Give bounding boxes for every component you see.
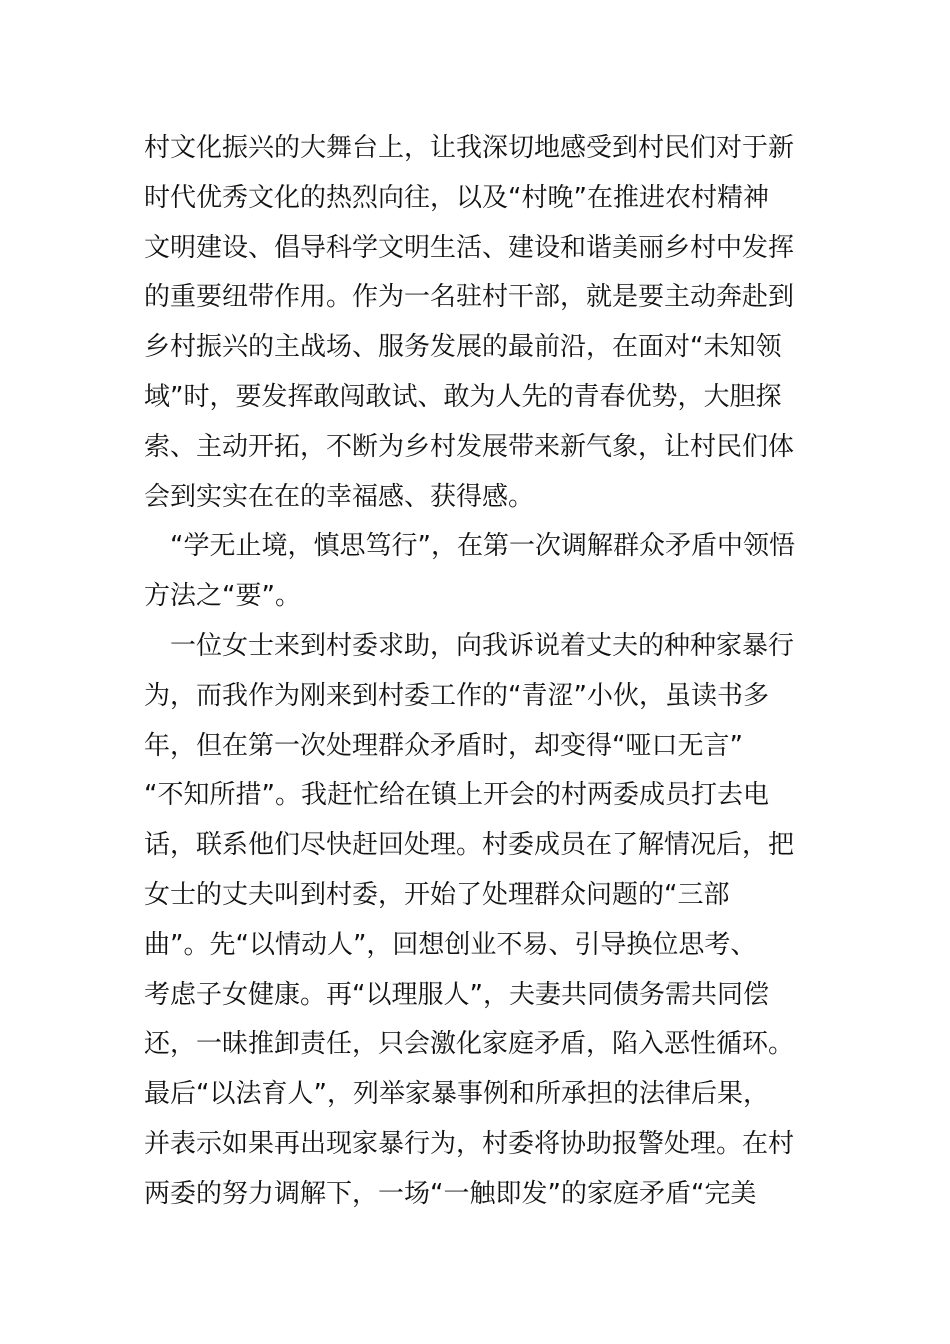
text-line: 考虑子女健康。再“以理服人”，夫妻共同债务需共同偿: [144, 979, 769, 1010]
text-line: 会到实实在在的幸福感、获得感。: [144, 481, 535, 512]
text-line: 并表示如果再出现家暴行为，村委将协助报警处理。在村: [144, 1128, 795, 1159]
text-line: 女士的丈夫叫到村委，开始了处理群众问题的“三部: [144, 879, 730, 910]
paragraph-start-line: “学无止境，慎思笃行”，在第一次调解群众矛盾中领悟: [170, 531, 795, 562]
text-line: 索、主动开拓，不断为乡村发展带来新气象，让村民们体: [144, 431, 795, 462]
text-line: 文明建设、倡导科学文明生活、建设和谐美丽乡村中发挥: [144, 232, 795, 263]
text-line: 还，一昧推卸责任，只会激化家庭矛盾，陷入恶性循环。: [144, 1029, 795, 1060]
text-line: 域”时，要发挥敢闯敢试、敢为人先的青春优势，大胆探: [144, 381, 782, 412]
text-line: 话，联系他们尽快赶回处理。村委成员在了解情况后，把: [144, 830, 795, 861]
text-line: 村文化振兴的大舞台上，让我深切地感受到村民们对于新: [144, 133, 795, 163]
paragraph-start-line: 一位女士来到村委求助，向我诉说着丈夫的种种家暴行: [170, 630, 795, 661]
text-line: 曲”。先“以情动人”，回想创业不易、引导换位思考、: [144, 929, 757, 960]
text-line: 时代优秀文化的热烈向往，以及“村晚”在推进农村精神: [144, 182, 769, 213]
text-line: 两委的努力调解下，一场“一触即发”的家庭矛盾“完美: [144, 1178, 757, 1209]
body-text: [144, 124, 814, 1220]
text-line: 的重要纽带作用。作为一名驻村干部，就是要主动奔赴到: [144, 282, 795, 313]
text-line: 方法之“要”。: [144, 581, 301, 612]
text-line: “不知所措”。我赶忙给在镇上开会的村两委成员打去电: [144, 780, 769, 811]
text-line: 年，但在第一次处理群众矛盾时，却变得“哑口无言”: [144, 730, 743, 761]
text-line: 为，而我作为刚来到村委工作的“青涩”小伙，虽读书多: [144, 680, 769, 711]
text-line: 乡村振兴的主战场、服务发展的最前沿，在面对“未知领: [144, 332, 782, 363]
text-line: 最后“以法育人”，列举家暴事例和所承担的法律后果，: [144, 1079, 769, 1110]
